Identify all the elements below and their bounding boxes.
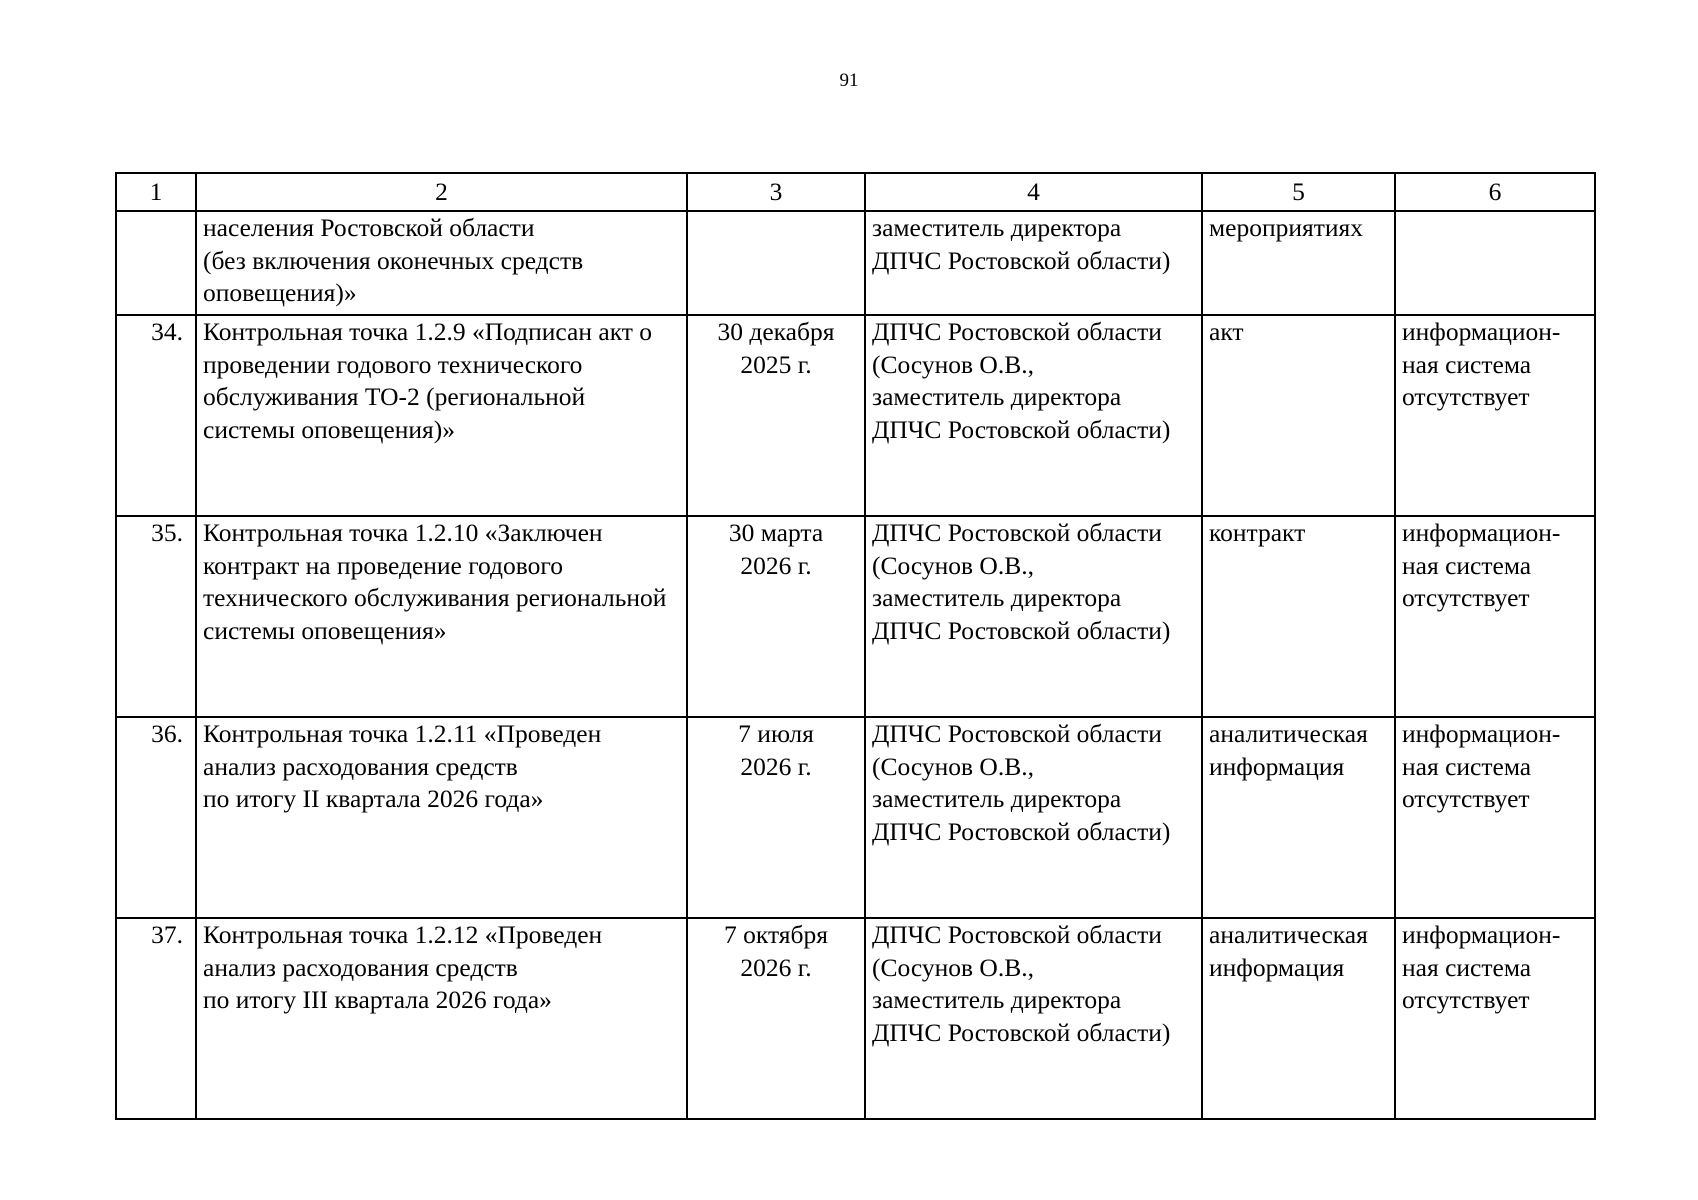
event-name-cell: населения Ростовской области (без включения оконечных средств оповещения)» bbox=[196, 211, 687, 315]
document-cell: акт bbox=[1202, 315, 1395, 516]
event-name-cell: Контрольная точка 1.2.11 «Проведен анализ расходования средств по итогу II квартала 2026 года» bbox=[196, 717, 687, 918]
deadline-cell: 30 декабря 2025 г. bbox=[687, 315, 865, 516]
table-row bbox=[116, 717, 1595, 918]
control-points-table bbox=[115, 172, 1596, 1120]
responsible-cell: ДПЧС Ростовской области (Сосунов О.В., заместитель директора ДПЧС Ростовской области) bbox=[865, 717, 1202, 918]
table-header-row bbox=[116, 173, 1595, 211]
info-system-cell: информацион- ная система отсутствует bbox=[1395, 315, 1595, 516]
info-system-cell: информацион- ная система отсутствует bbox=[1395, 717, 1595, 918]
table-row bbox=[116, 315, 1595, 516]
row-number-cell bbox=[116, 211, 196, 315]
header-cell: 2 bbox=[196, 173, 687, 211]
event-name-cell: Контрольная точка 1.2.12 «Проведен анализ расходования средств по итогу III квартала 2026 года» bbox=[196, 918, 687, 1119]
info-system-cell: информацион- ная система отсутствует bbox=[1395, 918, 1595, 1119]
responsible-cell: ДПЧС Ростовской области (Сосунов О.В., заместитель директора ДПЧС Ростовской области) bbox=[865, 315, 1202, 516]
document-cell: аналитическая информация bbox=[1202, 918, 1395, 1119]
row-number-cell: 37. bbox=[116, 918, 196, 1119]
info-system-cell: информацион- ная система отсутствует bbox=[1395, 516, 1595, 717]
header-cell: 6 bbox=[1395, 173, 1595, 211]
deadline-cell: 7 июля 2026 г. bbox=[687, 717, 865, 918]
event-name-cell: Контрольная точка 1.2.10 «Заключен контракт на проведение годового технического обслуживания региональной системы оповещения» bbox=[196, 516, 687, 717]
document-cell: контракт bbox=[1202, 516, 1395, 717]
row-number-cell: 35. bbox=[116, 516, 196, 717]
header-cell: 3 bbox=[687, 173, 865, 211]
document-cell: мероприятиях bbox=[1202, 211, 1395, 315]
header-cell: 5 bbox=[1202, 173, 1395, 211]
row-number-cell: 36. bbox=[116, 717, 196, 918]
table-row bbox=[116, 516, 1595, 717]
responsible-cell: ДПЧС Ростовской области (Сосунов О.В., заместитель директора ДПЧС Ростовской области) bbox=[865, 918, 1202, 1119]
info-system-cell bbox=[1395, 211, 1595, 315]
table-row bbox=[116, 211, 1595, 315]
deadline-cell: 7 октября 2026 г. bbox=[687, 918, 865, 1119]
table-row bbox=[116, 918, 1595, 1119]
page-number: 91 bbox=[839, 70, 859, 91]
responsible-cell: заместитель директора ДПЧС Ростовской области) bbox=[865, 211, 1202, 315]
row-number-cell: 34. bbox=[116, 315, 196, 516]
deadline-cell bbox=[687, 211, 865, 315]
header-cell: 1 bbox=[116, 173, 196, 211]
document-cell: аналитическая информация bbox=[1202, 717, 1395, 918]
event-name-cell: Контрольная точка 1.2.9 «Подписан акт о проведении годового технического обслуживания ТО-2 (региональной системы оповещения)» bbox=[196, 315, 687, 516]
responsible-cell: ДПЧС Ростовской области (Сосунов О.В., заместитель директора ДПЧС Ростовской области) bbox=[865, 516, 1202, 717]
deadline-cell: 30 марта 2026 г. bbox=[687, 516, 865, 717]
header-cell: 4 bbox=[865, 173, 1202, 211]
